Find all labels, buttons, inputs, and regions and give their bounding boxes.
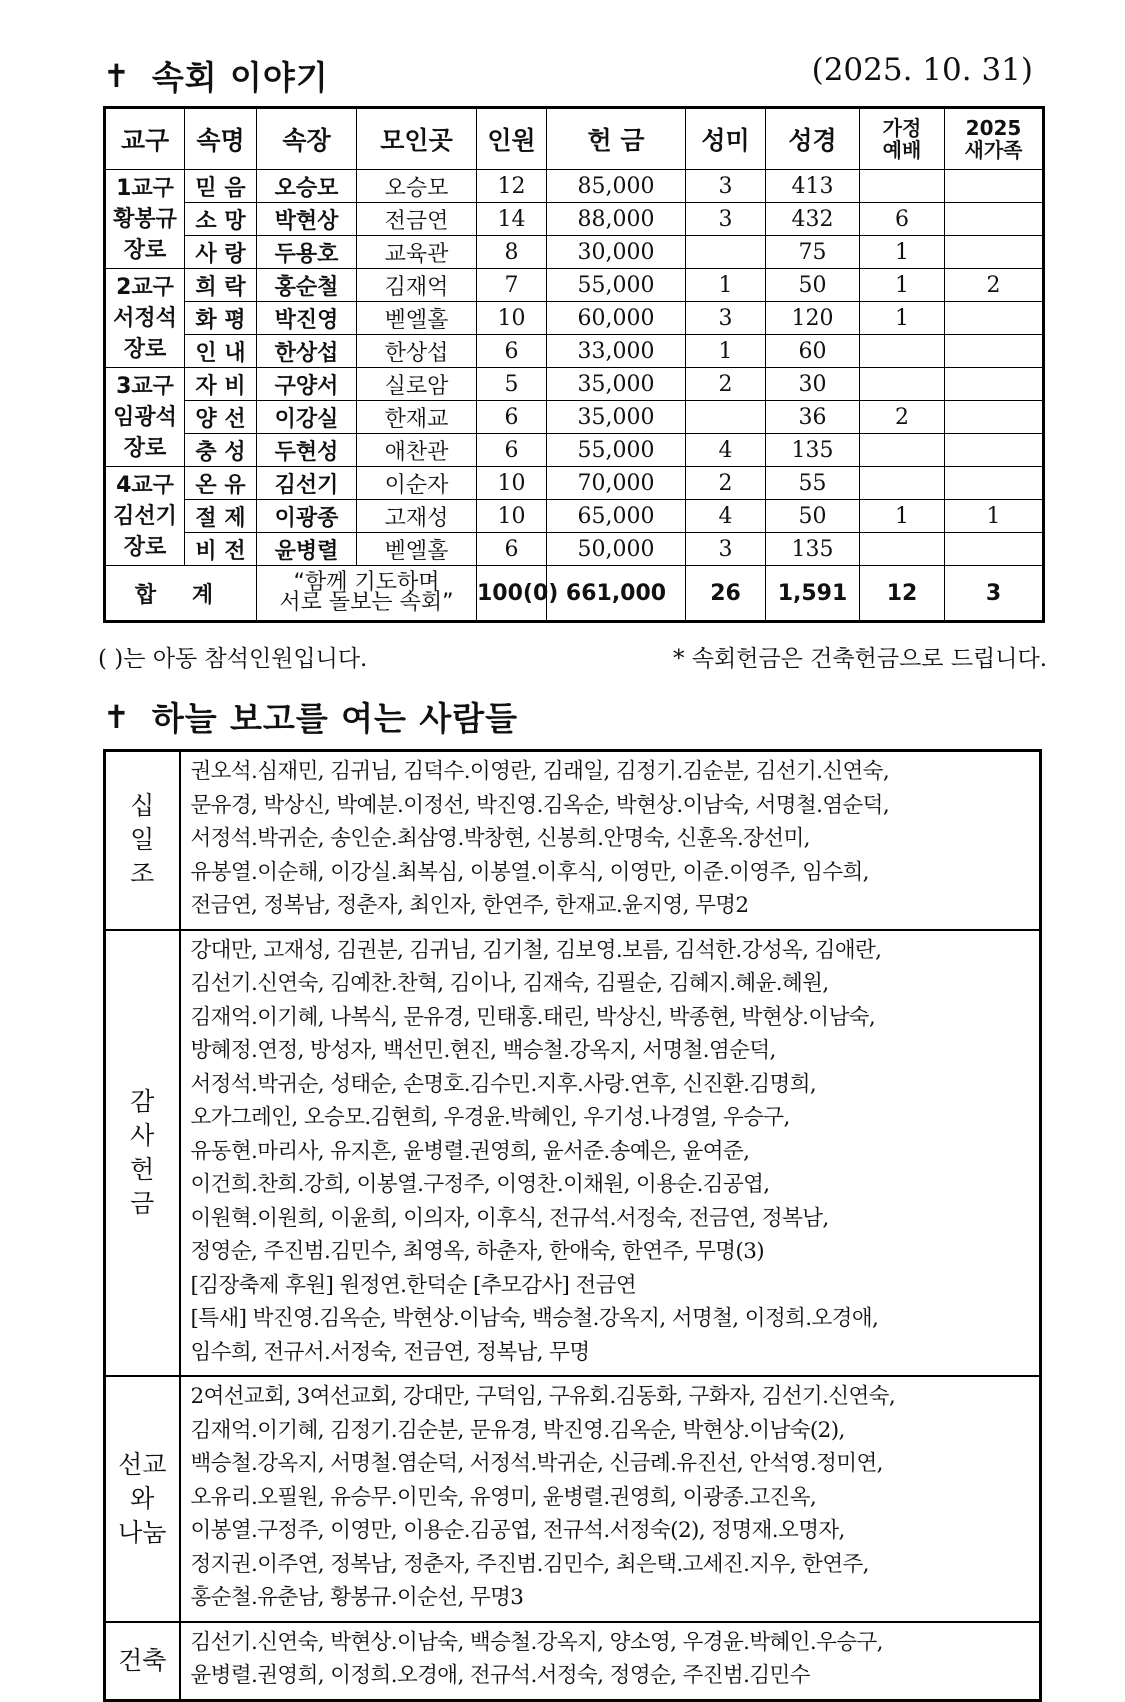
table-row	[105, 170, 1044, 203]
header-cell: 헌 금	[547, 108, 686, 170]
meeting-place-cell: 실로암	[357, 368, 477, 401]
group-leader-cell: 박진영	[257, 302, 357, 335]
offering-cell: 30,000	[547, 236, 686, 269]
donor-names	[180, 751, 1041, 930]
offering-cell: 50,000	[547, 533, 686, 566]
header-cell: 인원	[477, 108, 547, 170]
table-row	[105, 533, 1044, 566]
home-worship-cell	[860, 467, 945, 500]
home-worship-cell: 2	[860, 401, 945, 434]
home-worship-cell: 1	[860, 269, 945, 302]
bible-reading-cell: 36	[766, 401, 860, 434]
donor-names	[180, 1376, 1041, 1622]
home-worship-cell: 1	[860, 500, 945, 533]
group-name-cell: 충 성	[185, 434, 257, 467]
table-row	[105, 236, 1044, 269]
note-child-attendance: ( )는 아동 참석인원입니다.	[98, 646, 368, 672]
meeting-place-cell: 이순자	[357, 467, 477, 500]
group-name-cell: 양 선	[185, 401, 257, 434]
attendance-cell: 12	[477, 170, 547, 203]
rice-offering-cell	[686, 401, 766, 434]
table-row	[105, 467, 1044, 500]
group-leader-cell: 이강실	[257, 401, 357, 434]
offerings-table	[103, 749, 1042, 1702]
donor-line: 서정석.박귀순, 성태순, 손명호.김수민.지후.사랑.연후, 신진환.김명희,	[190, 1071, 817, 1097]
offering-cell: 60,000	[547, 302, 686, 335]
rice-offering-cell: 1	[686, 269, 766, 302]
offering-cell: 33,000	[547, 335, 686, 368]
rice-offering-cell	[686, 236, 766, 269]
rice-offering-cell: 3	[686, 302, 766, 335]
offering-cell: 55,000	[547, 269, 686, 302]
home-worship-cell	[860, 368, 945, 401]
new-family-cell	[945, 467, 1044, 500]
new-family-cell	[945, 368, 1044, 401]
home-worship-cell: 1	[860, 302, 945, 335]
district-cell: 1교구 황봉규 장로	[105, 170, 185, 269]
home-worship-cell	[860, 533, 945, 566]
new-family-cell: 1	[945, 500, 1044, 533]
section-header-meetings	[103, 52, 329, 99]
category-label: 선교 와 나눔	[105, 1376, 180, 1622]
offering-cell: 85,000	[547, 170, 686, 203]
category-label: 감 사 헌 금	[105, 930, 180, 1377]
donor-line: 김재억.이기혜, 김정기.김순분, 문유경, 박진영.김옥순, 박현상.이남숙(2),	[190, 1417, 845, 1443]
meeting-place-cell: 김재억	[357, 269, 477, 302]
attendance-cell: 5	[477, 368, 547, 401]
total-row	[105, 566, 1044, 622]
donor-line: 김선기.신연숙, 박현상.이남숙, 백승철.강옥지, 양소영, 우경윤.박혜인.우승구,	[190, 1629, 883, 1655]
total-home-worship: 12	[860, 566, 945, 622]
donor-line: 권오석.심재민, 김귀님, 김덕수.이영란, 김래일, 김정기.김순분, 김선기.신연숙,	[190, 759, 890, 784]
donor-names	[180, 930, 1041, 1377]
donor-line: 백승철.강옥지, 서명철.염순덕, 서정석.박귀순, 신금례.유진선, 안석영.정미연,	[190, 1451, 883, 1476]
section-title: 속회 이야기	[151, 58, 329, 97]
header-cell: 속장	[257, 108, 357, 170]
donor-line: 임수희, 전규서.서정숙, 전금연, 정복남, 무명	[190, 1339, 590, 1365]
attendance-cell: 10	[477, 467, 547, 500]
home-worship-cell: 6	[860, 203, 945, 236]
table-header-row	[105, 108, 1044, 170]
bible-reading-cell: 413	[766, 170, 860, 203]
cross-icon: ✝	[103, 56, 130, 95]
header-cell: 성경	[766, 108, 860, 170]
home-worship-cell	[860, 434, 945, 467]
rice-offering-cell: 2	[686, 467, 766, 500]
donor-line: 이원혁.이원희, 이윤희, 이의자, 이후식, 전규석.서정숙, 전금연, 정복남,	[190, 1205, 829, 1231]
donor-line: 오가그레인, 오승모.김현희, 우경윤.박혜인, 우기성.나경열, 우승구,	[190, 1105, 790, 1130]
attendance-cell: 10	[477, 302, 547, 335]
report-date: (2025. 10. 31)	[811, 52, 1033, 88]
total-offering: 661,000	[547, 566, 686, 622]
bible-reading-cell: 75	[766, 236, 860, 269]
donor-line: 홍순철.유춘남, 황봉규.이순선, 무명3	[190, 1585, 524, 1610]
bible-reading-cell: 120	[766, 302, 860, 335]
offering-cell: 65,000	[547, 500, 686, 533]
table-row	[105, 335, 1044, 368]
donor-line: 문유경, 박상신, 박예분.이정선, 박진영.김옥순, 박현상.이남숙, 서명철.염순덕,	[190, 792, 890, 818]
group-leader-cell: 윤병렬	[257, 533, 357, 566]
attendance-cell: 10	[477, 500, 547, 533]
new-family-cell: 2	[945, 269, 1044, 302]
table-row	[105, 368, 1044, 401]
group-leader-cell: 박현상	[257, 203, 357, 236]
note-offering: * 속회헌금은 건축헌금으로 드립니다.	[672, 646, 1047, 672]
new-family-cell	[945, 533, 1044, 566]
attendance-cell: 8	[477, 236, 547, 269]
group-name-cell: 화 평	[185, 302, 257, 335]
bible-reading-cell: 30	[766, 368, 860, 401]
donor-line: [김장축제 후원] 원정연.한덕순 [추모감사] 전금연	[190, 1272, 637, 1298]
home-worship-cell	[860, 335, 945, 368]
new-family-cell	[945, 335, 1044, 368]
attendance-cell: 7	[477, 269, 547, 302]
donor-names	[180, 1622, 1041, 1701]
cross-icon: ✝	[103, 697, 130, 736]
offering-cell: 35,000	[547, 401, 686, 434]
group-leader-cell: 김선기	[257, 467, 357, 500]
new-family-cell	[945, 203, 1044, 236]
home-worship-cell	[860, 170, 945, 203]
table-row	[105, 269, 1044, 302]
section-title: 하늘 보고를 여는 사람들	[151, 699, 519, 738]
rice-offering-cell: 3	[686, 170, 766, 203]
group-leader-cell: 두용호	[257, 236, 357, 269]
rice-offering-cell: 1	[686, 335, 766, 368]
attendance-cell: 6	[477, 434, 547, 467]
category-label: 건축	[105, 1622, 180, 1701]
donor-line: 이건희.찬희.강희, 이봉열.구정주, 이영찬.이채원, 이용순.김공엽,	[190, 1172, 770, 1197]
category-label: 십 일 조	[105, 751, 180, 930]
bible-reading-cell: 135	[766, 434, 860, 467]
group-name-cell: 인 내	[185, 335, 257, 368]
donor-line: 오유리.오필원, 유승무.이민숙, 유영미, 윤병렬.권영희, 이광종.고진옥,	[190, 1484, 817, 1510]
total-rice: 26	[686, 566, 766, 622]
table-row	[105, 302, 1044, 335]
donor-line: 이봉열.구정주, 이영만, 이용순.김공엽, 전규석.서정숙(2), 정명재.오명자,	[190, 1518, 845, 1543]
meeting-place-cell: 벧엘홀	[357, 302, 477, 335]
donor-line: 방혜정.연정, 방성자, 백선민.현진, 백승철.강옥지, 서명철.염순덕,	[190, 1038, 776, 1063]
rice-offering-cell: 2	[686, 368, 766, 401]
total-bible: 1,591	[766, 566, 860, 622]
offering-cell: 55,000	[547, 434, 686, 467]
rice-offering-cell: 3	[686, 203, 766, 236]
group-leader-cell: 한상섭	[257, 335, 357, 368]
new-family-cell	[945, 236, 1044, 269]
header-cell: 성미	[686, 108, 766, 170]
group-name-cell: 소 망	[185, 203, 257, 236]
bible-reading-cell: 432	[766, 203, 860, 236]
group-leader-cell: 이광종	[257, 500, 357, 533]
donor-line: 정지권.이주연, 정복남, 정춘자, 주진범.김민수, 최은택.고세진.지우, 한연주,	[190, 1551, 869, 1577]
offering-cell: 88,000	[547, 203, 686, 236]
table-row	[105, 434, 1044, 467]
meeting-place-cell: 오승모	[357, 170, 477, 203]
donor-line: [특새] 박진영.김옥순, 박현상.이남숙, 백승철.강옥지, 서명철, 이정희.오경애,	[190, 1306, 879, 1331]
motto: “함께 기도하며 서로 돌보는 속회”	[257, 566, 477, 622]
donor-line: 서정석.박귀순, 송인순.최삼영.박창현, 신봉희.안명숙, 신훈옥.장선미,	[190, 826, 810, 851]
offering-category-row	[105, 1376, 1041, 1622]
group-name-cell: 비 전	[185, 533, 257, 566]
meeting-place-cell: 한상섭	[357, 335, 477, 368]
header-cell: 가정 예배	[860, 108, 945, 170]
attendance-cell: 6	[477, 533, 547, 566]
group-name-cell: 사 랑	[185, 236, 257, 269]
district-cell: 4교구 김선기 장로	[105, 467, 185, 566]
offering-cell: 70,000	[547, 467, 686, 500]
total-new-family: 3	[945, 566, 1044, 622]
table-row	[105, 500, 1044, 533]
donor-line: 김선기.신연숙, 김예찬.찬혁, 김이나, 김재숙, 김필순, 김혜지.혜윤.혜원,	[190, 971, 829, 996]
meeting-place-cell: 벧엘홀	[357, 533, 477, 566]
district-cell: 3교구 임광석 장로	[105, 368, 185, 467]
attendance-cell: 6	[477, 335, 547, 368]
meeting-place-cell: 한재교	[357, 401, 477, 434]
bible-reading-cell: 60	[766, 335, 860, 368]
donor-line: 강대만, 고재성, 김권분, 김귀님, 김기철, 김보영.보름, 김석한.강성옥, 김애란,	[190, 937, 882, 963]
group-leader-cell: 오승모	[257, 170, 357, 203]
attendance-cell: 6	[477, 401, 547, 434]
donor-line: 김재억.이기혜, 나복식, 문유경, 민태홍.태린, 박상신, 박종현, 박현상.이남숙,	[190, 1004, 876, 1030]
group-name-cell: 온 유	[185, 467, 257, 500]
group-name-cell: 희 락	[185, 269, 257, 302]
donor-line: 유봉열.이순해, 이강실.최복심, 이봉열.이후식, 이영만, 이준.이영주, 임수희,	[190, 859, 869, 885]
header-cell: 교구	[105, 108, 185, 170]
header-cell: 속명	[185, 108, 257, 170]
attendance-cell: 14	[477, 203, 547, 236]
rice-offering-cell: 3	[686, 533, 766, 566]
new-family-cell	[945, 302, 1044, 335]
group-name-cell: 자 비	[185, 368, 257, 401]
group-name-cell: 절 제	[185, 500, 257, 533]
bible-reading-cell: 50	[766, 500, 860, 533]
rice-offering-cell: 4	[686, 434, 766, 467]
bible-reading-cell: 135	[766, 533, 860, 566]
offering-category-row	[105, 930, 1041, 1377]
donor-line: 윤병렬.권영희, 이정희.오경애, 전규석.서정숙, 정영순, 주진범.김민수	[190, 1663, 810, 1688]
group-leader-cell: 구양서	[257, 368, 357, 401]
home-worship-cell: 1	[860, 236, 945, 269]
header-cell: 모인곳	[357, 108, 477, 170]
offering-category-row	[105, 1622, 1041, 1701]
table-row	[105, 401, 1044, 434]
group-leader-cell: 홍순철	[257, 269, 357, 302]
total-label: 합 계	[105, 566, 257, 622]
new-family-cell	[945, 401, 1044, 434]
donor-line: 전금연, 정복남, 정춘자, 최인자, 한연주, 한재교.윤지영, 무명2	[190, 893, 749, 918]
group-name-cell: 믿 음	[185, 170, 257, 203]
bible-reading-cell: 50	[766, 269, 860, 302]
meeting-place-cell: 애찬관	[357, 434, 477, 467]
offering-cell: 35,000	[547, 368, 686, 401]
header-cell: 2025 새가족	[945, 108, 1044, 170]
section-header-offerings	[103, 693, 518, 740]
meeting-place-cell: 교육관	[357, 236, 477, 269]
donor-line: 유동현.마리사, 유지흔, 윤병렬.권영희, 윤서준.송예은, 윤여준,	[190, 1138, 750, 1164]
meetings-table	[103, 106, 1045, 623]
district-cell: 2교구 서정석 장로	[105, 269, 185, 368]
bible-reading-cell: 55	[766, 467, 860, 500]
total-people: 100(0)	[477, 566, 547, 622]
group-leader-cell: 두현성	[257, 434, 357, 467]
meeting-place-cell: 고재성	[357, 500, 477, 533]
table-row	[105, 203, 1044, 236]
new-family-cell	[945, 170, 1044, 203]
donor-line: 2여선교회, 3여선교회, 강대만, 구덕임, 구유회.김동화, 구화자, 김선기.신연숙,	[190, 1384, 896, 1409]
new-family-cell	[945, 434, 1044, 467]
donor-line: 정영순, 주진범.김민수, 최영옥, 하춘자, 한애숙, 한연주, 무명(3)	[190, 1239, 765, 1264]
rice-offering-cell: 4	[686, 500, 766, 533]
meeting-place-cell: 전금연	[357, 203, 477, 236]
offering-category-row	[105, 751, 1041, 930]
